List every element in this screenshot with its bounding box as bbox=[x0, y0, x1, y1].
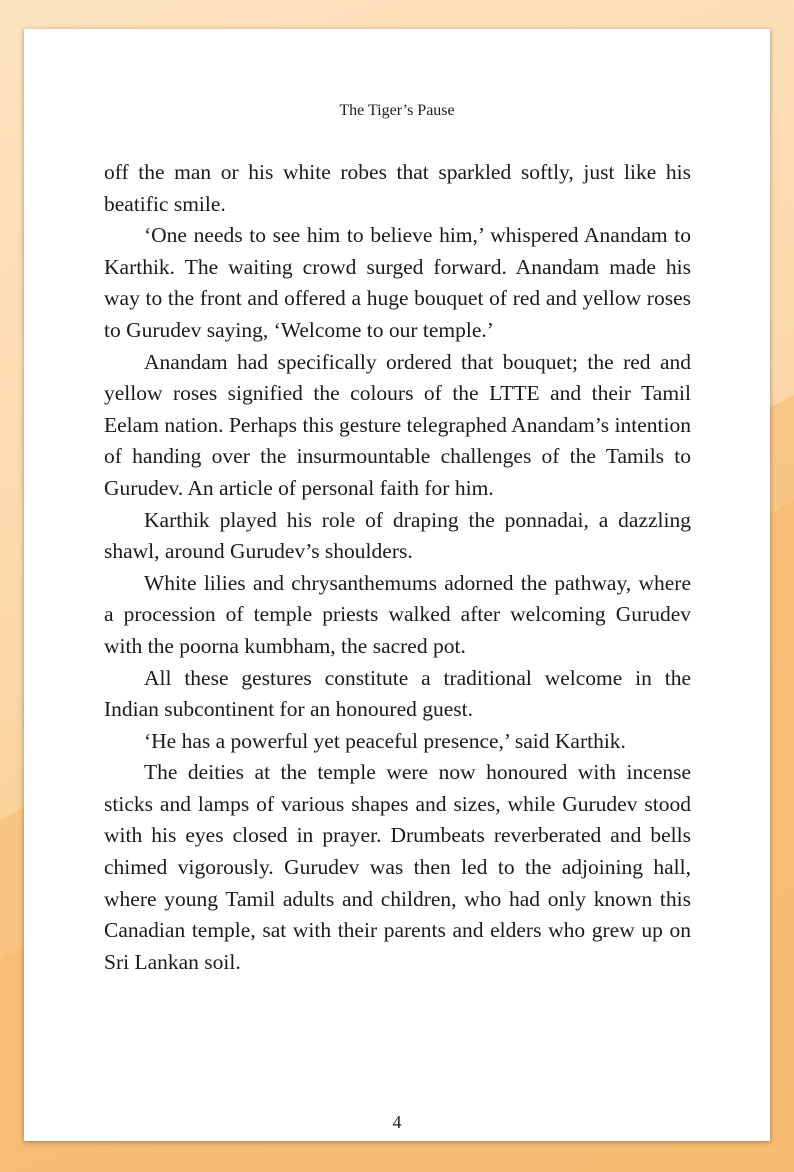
page-number: 4 bbox=[392, 1112, 402, 1132]
paragraph: Anandam had specifically ordered that bouquet; the red and yellow roses signified the colours of the LTTE and their Tamil Eelam nation. Perhaps this gesture telegraphed Anandam’s intention of handing over the insurmountable challenges of the Tamils to Gurudev. An article of personal faith for him. bbox=[104, 349, 691, 500]
paragraph: ‘He has a powerful yet peaceful presence,’ said Karthik. bbox=[144, 728, 626, 753]
paragraph: The deities at the temple were now honoured with incense sticks and lamps of various shapes and sizes, while Gurudev stood with his eyes closed in prayer. Drumbeats reverberated and bells chimed vigorously. Gurudev was then led to the adjoining hall, where young Tamil adults and children, who had only known this Canadian temple, sat with their parents and elders who grew up on Sri Lankan soil. bbox=[104, 760, 691, 974]
paragraph: ‘One needs to see him to believe him,’ whispered Anandam to Karthik. The waiting crowd surged forward. Anandam made his way to the front and offered a huge bouquet of red and yellow roses to Gurudev saying, ‘Welcome to our temple.’ bbox=[104, 223, 691, 342]
paragraph: All these gestures constitute a traditional welcome in the Indian subcontinent for an honoured guest. bbox=[104, 665, 691, 722]
paragraph: off the man or his white robes that sparkled softly, just like his beatific smile. bbox=[104, 160, 691, 216]
book-page bbox=[24, 29, 770, 1141]
paragraph: White lilies and chrysanthemums adorned the pathway, where a procession of temple priests walked after welcoming Gurudev with the poorna kumbham, the sacred pot. bbox=[104, 570, 691, 658]
running-head: The Tiger’s Pause bbox=[339, 102, 455, 119]
paragraph: Karthik played his role of draping the ponnadai, a dazzling shawl, around Gurudev’s shoulders. bbox=[104, 507, 691, 564]
body-text bbox=[104, 157, 691, 978]
